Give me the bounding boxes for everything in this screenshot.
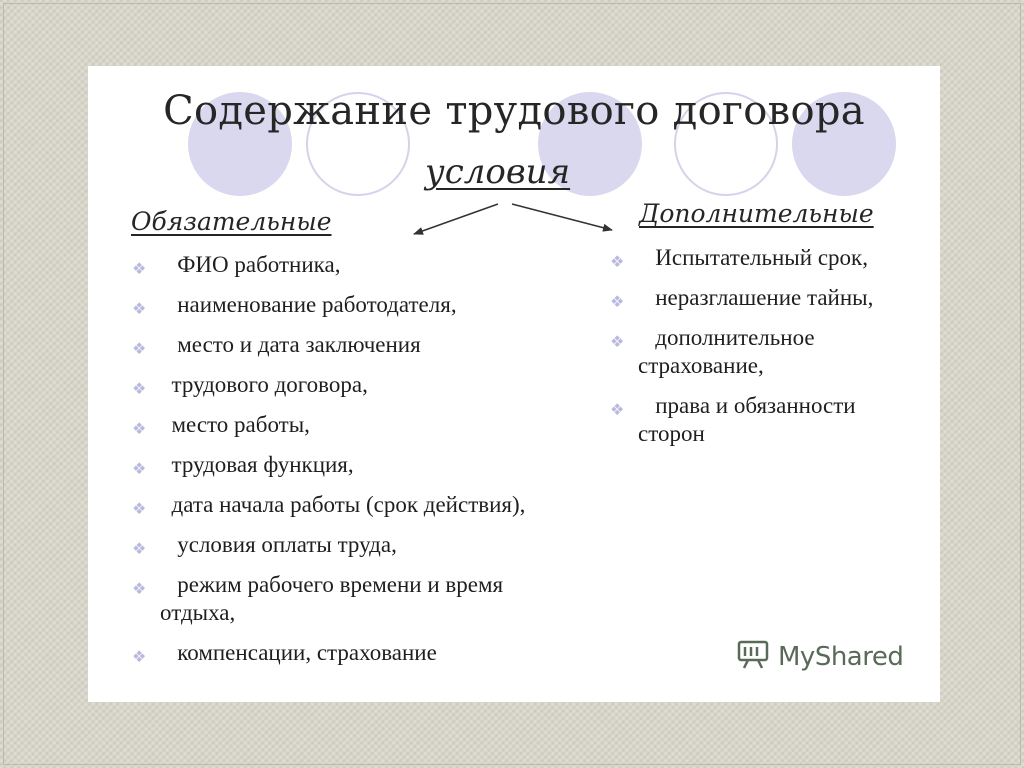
list-item: ❖ компенсации, страхование: [130, 639, 560, 667]
list-item: ❖ дополнительное страхование,: [610, 325, 821, 378]
diamond-flower-icon: ❖: [132, 339, 147, 358]
additional-list: [608, 244, 908, 460]
diamond-flower-icon: ❖: [610, 332, 625, 351]
diamond-flower-icon: ❖: [132, 379, 147, 398]
list-item: ❖ место работы,: [130, 411, 560, 439]
list-item: ❖ трудового договора,: [130, 371, 560, 399]
list-item: ❖ Испытательный срок,: [608, 244, 908, 272]
mandatory-heading: Обязательные: [131, 207, 332, 236]
list-item: ❖ трудовая функция,: [130, 451, 560, 479]
slide-title: Содержание трудового договора: [163, 88, 865, 134]
diamond-flower-icon: ❖: [132, 647, 147, 666]
list-item: ❖ режим рабочего времени и время отдыха,: [132, 572, 509, 625]
additional-heading: Дополнительные: [639, 199, 874, 228]
myshared-logo-icon: [736, 638, 770, 675]
arrow-right: [512, 204, 612, 230]
diamond-flower-icon: ❖: [132, 419, 147, 438]
diamond-flower-icon: ❖: [132, 539, 147, 558]
list-item: ❖ ФИО работника,: [130, 251, 560, 279]
diamond-flower-icon: ❖: [132, 459, 147, 478]
mandatory-list: [130, 251, 560, 679]
diamond-flower-icon: ❖: [610, 400, 625, 419]
list-item: ❖ неразглашение тайны,: [608, 284, 908, 312]
slide: [88, 66, 940, 702]
arrow-left: [414, 204, 498, 234]
list-item: ❖ дата начала работы (срок действия),: [130, 491, 560, 519]
diamond-flower-icon: ❖: [132, 499, 147, 518]
list-item: ❖ условия оплаты труда,: [130, 531, 560, 559]
myshared-watermark: [736, 638, 903, 675]
watermark-text: MyShared: [778, 641, 904, 672]
list-item: ❖ место и дата заключения: [130, 331, 560, 359]
diamond-flower-icon: ❖: [610, 292, 625, 311]
list-item: ❖ наименование работодателя,: [130, 291, 560, 319]
list-item: ❖ права и обязанности сторон: [610, 393, 862, 446]
slide-subtitle: условия: [425, 152, 571, 192]
diamond-flower-icon: ❖: [610, 252, 625, 271]
diamond-flower-icon: ❖: [132, 259, 147, 278]
diamond-flower-icon: ❖: [132, 579, 147, 598]
diamond-flower-icon: ❖: [132, 299, 147, 318]
